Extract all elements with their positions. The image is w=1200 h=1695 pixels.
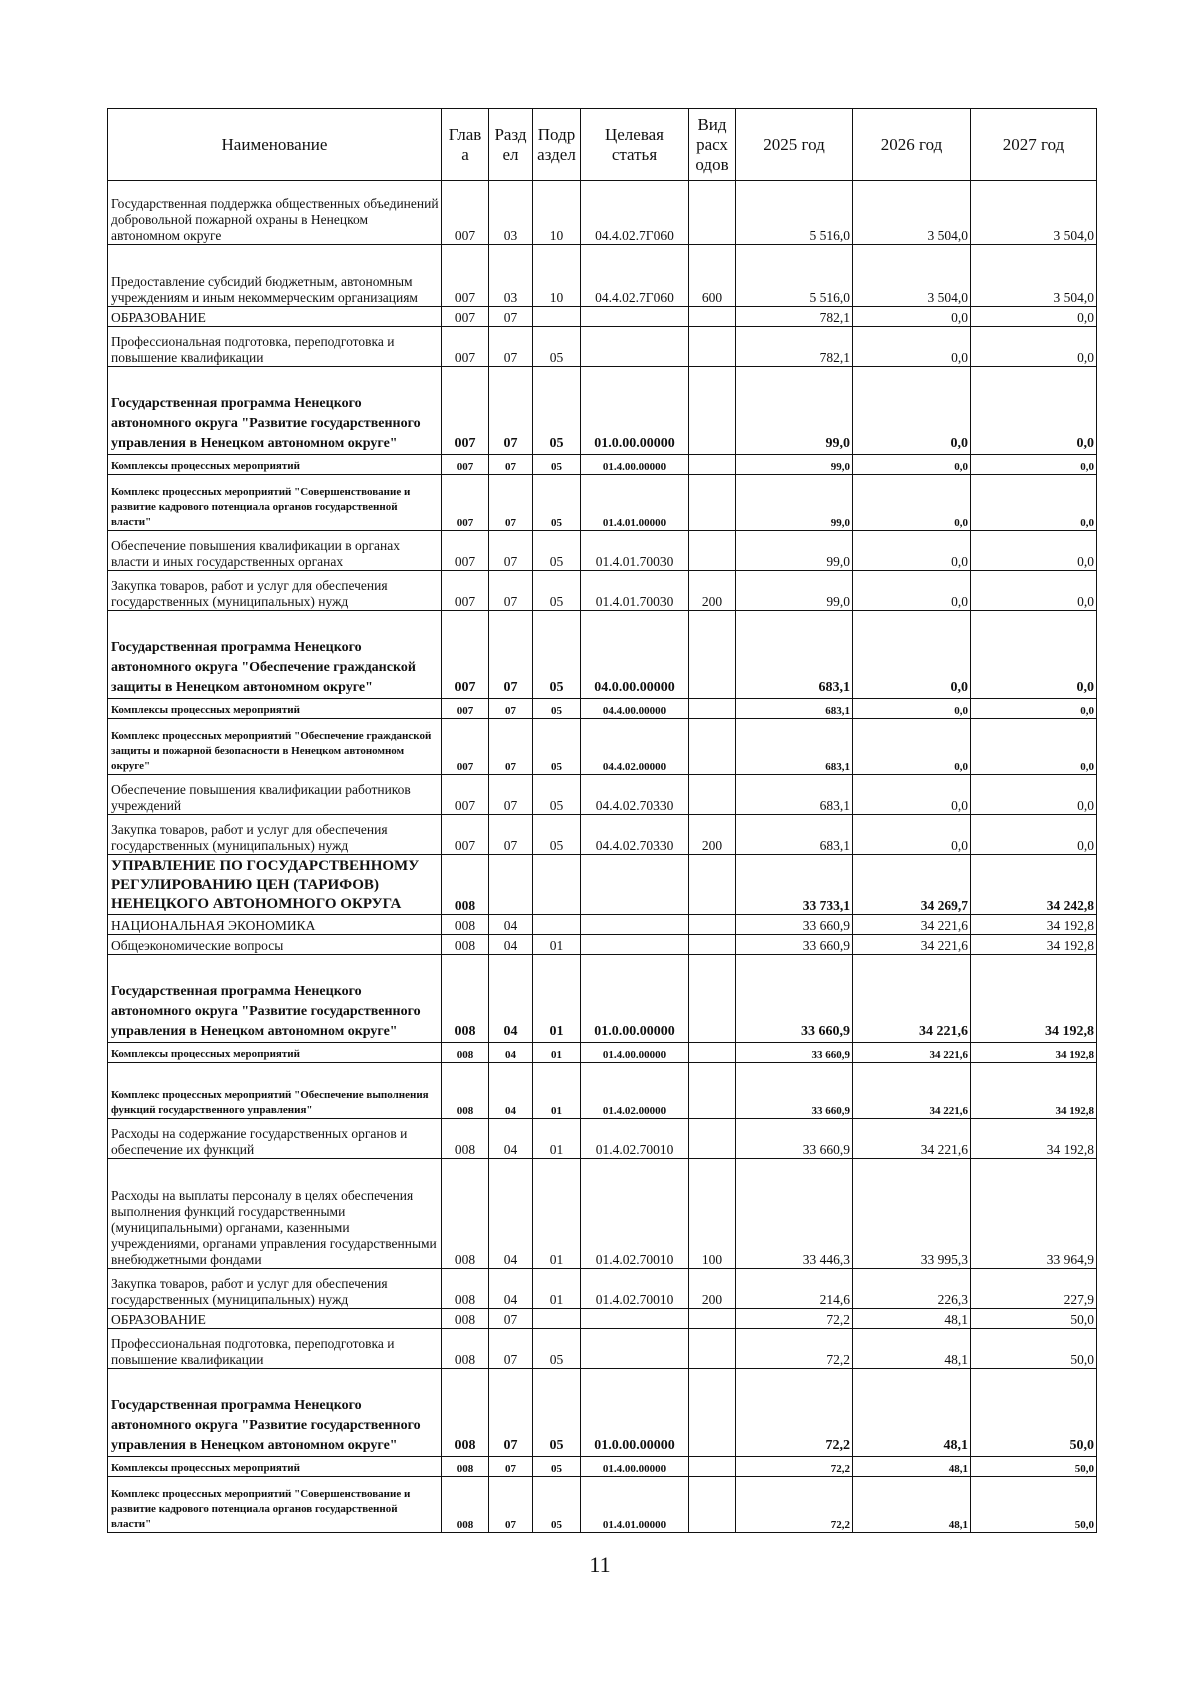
row-amount-2027: 0,0 bbox=[971, 307, 1097, 327]
row-expense-type bbox=[689, 1457, 736, 1477]
row-expense-type bbox=[689, 935, 736, 955]
row-target-article bbox=[581, 1309, 689, 1329]
row-podrazdel: 01 bbox=[533, 1159, 581, 1269]
header-name: Наименование bbox=[108, 109, 442, 181]
header-target-article: Целевая статья bbox=[581, 109, 689, 181]
row-razdel bbox=[489, 855, 533, 915]
row-expense-type bbox=[689, 455, 736, 475]
table-row bbox=[108, 455, 1097, 475]
row-expense-type bbox=[689, 475, 736, 531]
row-razdel: 04 bbox=[489, 1119, 533, 1159]
row-amount-2027: 3 504,0 bbox=[971, 245, 1097, 307]
row-target-article bbox=[581, 327, 689, 367]
row-name: Предоставление субсидий бюджетным, автономным учреждениям и иным некоммерческим организациям bbox=[108, 245, 442, 307]
row-razdel: 04 bbox=[489, 915, 533, 935]
row-amount-2026: 34 221,6 bbox=[853, 935, 971, 955]
row-name: Общеэкономические вопросы bbox=[108, 935, 442, 955]
row-amount-2027: 33 964,9 bbox=[971, 1159, 1097, 1269]
row-amount-2026: 0,0 bbox=[853, 307, 971, 327]
row-amount-2025: 683,1 bbox=[736, 611, 853, 699]
table-row bbox=[108, 915, 1097, 935]
row-glava: 008 bbox=[442, 1309, 489, 1329]
row-podrazdel: 05 bbox=[533, 367, 581, 455]
row-expense-type bbox=[689, 719, 736, 775]
row-expense-type bbox=[689, 1329, 736, 1369]
row-podrazdel: 05 bbox=[533, 571, 581, 611]
row-name: Профессиональная подготовка, переподготовка и повышение квалификации bbox=[108, 327, 442, 367]
table-row bbox=[108, 1309, 1097, 1329]
row-expense-type bbox=[689, 855, 736, 915]
table-row bbox=[108, 1369, 1097, 1457]
row-target-article: 01.0.00.00000 bbox=[581, 955, 689, 1043]
row-amount-2026: 34 221,6 bbox=[853, 1119, 971, 1159]
row-glava: 008 bbox=[442, 1457, 489, 1477]
row-razdel: 04 bbox=[489, 1043, 533, 1063]
row-target-article: 01.4.01.70030 bbox=[581, 571, 689, 611]
row-amount-2027: 34 192,8 bbox=[971, 1063, 1097, 1119]
row-name: Комплексы процессных мероприятий bbox=[108, 1457, 442, 1477]
row-target-article: 01.4.01.00000 bbox=[581, 1477, 689, 1533]
row-amount-2027: 0,0 bbox=[971, 815, 1097, 855]
row-expense-type bbox=[689, 915, 736, 935]
row-target-article: 01.4.00.00000 bbox=[581, 1457, 689, 1477]
row-name: Комплекс процессных мероприятий "Совершенствование и развитие кадрового потенциала органов государственной власти" bbox=[108, 475, 442, 531]
table-row bbox=[108, 531, 1097, 571]
row-glava: 007 bbox=[442, 699, 489, 719]
row-amount-2027: 0,0 bbox=[971, 455, 1097, 475]
header-year-2026: 2026 год bbox=[853, 109, 971, 181]
row-amount-2026: 34 221,6 bbox=[853, 915, 971, 935]
row-podrazdel: 05 bbox=[533, 1457, 581, 1477]
row-name: Комплексы процессных мероприятий bbox=[108, 1043, 442, 1063]
row-amount-2027: 0,0 bbox=[971, 531, 1097, 571]
row-razdel: 04 bbox=[489, 1269, 533, 1309]
row-target-article: 04.4.02.70330 bbox=[581, 775, 689, 815]
row-razdel: 03 bbox=[489, 181, 533, 245]
row-razdel: 07 bbox=[489, 815, 533, 855]
row-podrazdel: 01 bbox=[533, 935, 581, 955]
row-glava: 007 bbox=[442, 775, 489, 815]
row-name: Обеспечение повышения квалификации в органах власти и иных государственных органах bbox=[108, 531, 442, 571]
row-target-article: 04.4.00.00000 bbox=[581, 699, 689, 719]
row-target-article: 04.4.02.7Г060 bbox=[581, 245, 689, 307]
row-glava: 007 bbox=[442, 181, 489, 245]
row-expense-type: 200 bbox=[689, 815, 736, 855]
row-podrazdel bbox=[533, 1309, 581, 1329]
budget-table-sheet bbox=[107, 108, 1096, 1533]
row-amount-2025: 5 516,0 bbox=[736, 181, 853, 245]
row-razdel: 07 bbox=[489, 327, 533, 367]
row-target-article: 01.4.02.70010 bbox=[581, 1119, 689, 1159]
row-amount-2027: 50,0 bbox=[971, 1309, 1097, 1329]
header-year-2025: 2025 год bbox=[736, 109, 853, 181]
row-podrazdel: 05 bbox=[533, 1477, 581, 1533]
row-name: ОБРАЗОВАНИЕ bbox=[108, 307, 442, 327]
row-amount-2025: 72,2 bbox=[736, 1457, 853, 1477]
table-row bbox=[108, 955, 1097, 1043]
row-razdel: 07 bbox=[489, 475, 533, 531]
row-glava: 007 bbox=[442, 571, 489, 611]
row-glava: 008 bbox=[442, 1329, 489, 1369]
row-amount-2027: 3 504,0 bbox=[971, 181, 1097, 245]
table-row bbox=[108, 611, 1097, 699]
row-amount-2026: 0,0 bbox=[853, 367, 971, 455]
row-podrazdel: 10 bbox=[533, 181, 581, 245]
row-podrazdel bbox=[533, 855, 581, 915]
row-amount-2026: 0,0 bbox=[853, 531, 971, 571]
row-name: ОБРАЗОВАНИЕ bbox=[108, 1309, 442, 1329]
row-amount-2025: 72,2 bbox=[736, 1477, 853, 1533]
row-amount-2026: 226,3 bbox=[853, 1269, 971, 1309]
table-row bbox=[108, 815, 1097, 855]
row-target-article: 04.4.02.7Г060 bbox=[581, 181, 689, 245]
row-amount-2025: 683,1 bbox=[736, 815, 853, 855]
row-target-article: 01.4.02.00000 bbox=[581, 1063, 689, 1119]
row-glava: 007 bbox=[442, 611, 489, 699]
row-razdel: 07 bbox=[489, 775, 533, 815]
table-row bbox=[108, 1329, 1097, 1369]
row-amount-2027: 34 192,8 bbox=[971, 915, 1097, 935]
row-podrazdel: 01 bbox=[533, 1119, 581, 1159]
row-target-article: 04.0.00.00000 bbox=[581, 611, 689, 699]
row-amount-2027: 34 192,8 bbox=[971, 955, 1097, 1043]
row-target-article: 01.4.01.00000 bbox=[581, 475, 689, 531]
table-row bbox=[108, 855, 1097, 915]
table-row bbox=[108, 475, 1097, 531]
row-name: Расходы на выплаты персоналу в целях обеспечения выполнения функций государственными (муниципальными) органами, казенными учреждениями, органами управления государственными внебюджетными фондами bbox=[108, 1159, 442, 1269]
row-razdel: 03 bbox=[489, 245, 533, 307]
row-amount-2025: 33 733,1 bbox=[736, 855, 853, 915]
row-amount-2025: 782,1 bbox=[736, 307, 853, 327]
row-glava: 008 bbox=[442, 935, 489, 955]
row-amount-2025: 99,0 bbox=[736, 531, 853, 571]
row-name: Государственная программа Ненецкого автономного округа "Развитие государственного управления в Ненецком автономном округе" bbox=[108, 1369, 442, 1457]
row-amount-2025: 72,2 bbox=[736, 1329, 853, 1369]
table-row bbox=[108, 699, 1097, 719]
row-name: Обеспечение повышения квалификации работников учреждений bbox=[108, 775, 442, 815]
row-amount-2026: 0,0 bbox=[853, 699, 971, 719]
row-glava: 008 bbox=[442, 855, 489, 915]
row-name: Государственная поддержка общественных объединений добровольной пожарной охраны в Ненецком автономном округе bbox=[108, 181, 442, 245]
row-glava: 007 bbox=[442, 307, 489, 327]
table-row bbox=[108, 307, 1097, 327]
row-podrazdel: 10 bbox=[533, 245, 581, 307]
row-name: Закупка товаров, работ и услуг для обеспечения государственных (муниципальных) нужд bbox=[108, 1269, 442, 1309]
row-amount-2026: 0,0 bbox=[853, 327, 971, 367]
row-glava: 007 bbox=[442, 245, 489, 307]
row-amount-2025: 214,6 bbox=[736, 1269, 853, 1309]
row-podrazdel: 05 bbox=[533, 531, 581, 571]
row-podrazdel: 05 bbox=[533, 455, 581, 475]
row-amount-2026: 48,1 bbox=[853, 1477, 971, 1533]
row-target-article: 01.4.00.00000 bbox=[581, 455, 689, 475]
row-amount-2026: 3 504,0 bbox=[853, 181, 971, 245]
row-podrazdel: 01 bbox=[533, 1269, 581, 1309]
row-expense-type bbox=[689, 1309, 736, 1329]
table-row bbox=[108, 571, 1097, 611]
header-row bbox=[108, 109, 1097, 181]
row-target-article: 01.4.01.70030 bbox=[581, 531, 689, 571]
row-glava: 008 bbox=[442, 1119, 489, 1159]
row-amount-2027: 34 192,8 bbox=[971, 1043, 1097, 1063]
row-expense-type bbox=[689, 1043, 736, 1063]
table-row bbox=[108, 367, 1097, 455]
row-razdel: 07 bbox=[489, 307, 533, 327]
table-row bbox=[108, 1119, 1097, 1159]
row-podrazdel: 05 bbox=[533, 815, 581, 855]
row-razdel: 07 bbox=[489, 571, 533, 611]
table-row bbox=[108, 1063, 1097, 1119]
header-expense-type: Вид расх одов bbox=[689, 109, 736, 181]
row-amount-2026: 0,0 bbox=[853, 719, 971, 775]
row-name: Комплексы процессных мероприятий bbox=[108, 699, 442, 719]
row-expense-type bbox=[689, 1119, 736, 1159]
row-amount-2025: 782,1 bbox=[736, 327, 853, 367]
row-amount-2027: 0,0 bbox=[971, 699, 1097, 719]
row-razdel: 07 bbox=[489, 1477, 533, 1533]
budget-table bbox=[107, 108, 1097, 1533]
row-name: Профессиональная подготовка, переподготовка и повышение квалификации bbox=[108, 1329, 442, 1369]
row-target-article bbox=[581, 935, 689, 955]
row-razdel: 07 bbox=[489, 1329, 533, 1369]
table-row bbox=[108, 1457, 1097, 1477]
row-glava: 008 bbox=[442, 1369, 489, 1457]
row-expense-type bbox=[689, 367, 736, 455]
row-amount-2025: 683,1 bbox=[736, 719, 853, 775]
row-expense-type bbox=[689, 1063, 736, 1119]
table-row bbox=[108, 1477, 1097, 1533]
row-expense-type bbox=[689, 1477, 736, 1533]
row-amount-2026: 0,0 bbox=[853, 571, 971, 611]
row-amount-2027: 50,0 bbox=[971, 1329, 1097, 1369]
row-razdel: 04 bbox=[489, 935, 533, 955]
row-expense-type bbox=[689, 775, 736, 815]
row-podrazdel: 01 bbox=[533, 1043, 581, 1063]
row-target-article: 01.4.02.70010 bbox=[581, 1159, 689, 1269]
row-amount-2026: 0,0 bbox=[853, 815, 971, 855]
row-amount-2026: 48,1 bbox=[853, 1329, 971, 1369]
row-name: Закупка товаров, работ и услуг для обеспечения государственных (муниципальных) нужд bbox=[108, 815, 442, 855]
row-glava: 007 bbox=[442, 719, 489, 775]
row-razdel: 07 bbox=[489, 1457, 533, 1477]
row-amount-2025: 99,0 bbox=[736, 367, 853, 455]
row-target-article bbox=[581, 307, 689, 327]
row-target-article: 01.4.02.70010 bbox=[581, 1269, 689, 1309]
row-amount-2027: 34 192,8 bbox=[971, 935, 1097, 955]
row-podrazdel: 05 bbox=[533, 1369, 581, 1457]
table-row bbox=[108, 181, 1097, 245]
row-razdel: 07 bbox=[489, 455, 533, 475]
row-razdel: 04 bbox=[489, 955, 533, 1043]
row-glava: 007 bbox=[442, 531, 489, 571]
row-target-article: 01.0.00.00000 bbox=[581, 1369, 689, 1457]
row-podrazdel: 01 bbox=[533, 1063, 581, 1119]
row-expense-type bbox=[689, 181, 736, 245]
row-amount-2026: 34 221,6 bbox=[853, 1063, 971, 1119]
row-amount-2027: 34 192,8 bbox=[971, 1119, 1097, 1159]
page-number: 11 bbox=[589, 1552, 611, 1577]
row-razdel: 07 bbox=[489, 531, 533, 571]
row-amount-2026: 34 221,6 bbox=[853, 955, 971, 1043]
row-amount-2026: 34 221,6 bbox=[853, 1043, 971, 1063]
row-amount-2025: 33 660,9 bbox=[736, 1119, 853, 1159]
row-name: Комплексы процессных мероприятий bbox=[108, 455, 442, 475]
header-razdel: Разд ел bbox=[489, 109, 533, 181]
row-razdel: 07 bbox=[489, 1309, 533, 1329]
row-glava: 007 bbox=[442, 327, 489, 367]
row-target-article: 04.4.02.70330 bbox=[581, 815, 689, 855]
row-name: Расходы на содержание государственных органов и обеспечение их функций bbox=[108, 1119, 442, 1159]
row-amount-2026: 0,0 bbox=[853, 455, 971, 475]
row-amount-2025: 99,0 bbox=[736, 571, 853, 611]
row-name: Государственная программа Ненецкого автономного округа "Обеспечение гражданской защиты в Ненецком автономном округе" bbox=[108, 611, 442, 699]
row-glava: 008 bbox=[442, 1477, 489, 1533]
row-glava: 007 bbox=[442, 455, 489, 475]
table-row bbox=[108, 1269, 1097, 1309]
row-expense-type bbox=[689, 327, 736, 367]
row-glava: 008 bbox=[442, 1159, 489, 1269]
row-expense-type: 600 bbox=[689, 245, 736, 307]
row-amount-2027: 0,0 bbox=[971, 719, 1097, 775]
row-amount-2025: 72,2 bbox=[736, 1309, 853, 1329]
row-amount-2027: 50,0 bbox=[971, 1477, 1097, 1533]
row-glava: 008 bbox=[442, 955, 489, 1043]
row-amount-2025: 33 660,9 bbox=[736, 1063, 853, 1119]
row-amount-2026: 48,1 bbox=[853, 1457, 971, 1477]
row-podrazdel: 01 bbox=[533, 955, 581, 1043]
table-row bbox=[108, 327, 1097, 367]
row-glava: 008 bbox=[442, 1269, 489, 1309]
row-podrazdel bbox=[533, 307, 581, 327]
header-glava: Глав а bbox=[442, 109, 489, 181]
row-razdel: 07 bbox=[489, 699, 533, 719]
row-glava: 008 bbox=[442, 915, 489, 935]
row-amount-2025: 99,0 bbox=[736, 475, 853, 531]
row-target-article: 01.4.00.00000 bbox=[581, 1043, 689, 1063]
row-amount-2027: 50,0 bbox=[971, 1457, 1097, 1477]
row-amount-2026: 48,1 bbox=[853, 1369, 971, 1457]
row-amount-2027: 34 242,8 bbox=[971, 855, 1097, 915]
row-expense-type: 100 bbox=[689, 1159, 736, 1269]
row-amount-2025: 33 660,9 bbox=[736, 1043, 853, 1063]
row-amount-2025: 72,2 bbox=[736, 1369, 853, 1457]
row-amount-2025: 99,0 bbox=[736, 455, 853, 475]
row-name: УПРАВЛЕНИЕ ПО ГОСУДАРСТВЕННОМУ РЕГУЛИРОВАНИЮ ЦЕН (ТАРИФОВ) НЕНЕЦКОГО АВТОНОМНОГО ОКРУГА bbox=[108, 855, 442, 915]
row-razdel: 07 bbox=[489, 611, 533, 699]
row-target-article bbox=[581, 855, 689, 915]
row-amount-2026: 0,0 bbox=[853, 611, 971, 699]
row-target-article bbox=[581, 915, 689, 935]
row-podrazdel: 05 bbox=[533, 719, 581, 775]
row-podrazdel: 05 bbox=[533, 475, 581, 531]
row-amount-2025: 33 660,9 bbox=[736, 935, 853, 955]
table-row bbox=[108, 1159, 1097, 1269]
row-amount-2025: 33 446,3 bbox=[736, 1159, 853, 1269]
row-expense-type bbox=[689, 955, 736, 1043]
row-amount-2027: 0,0 bbox=[971, 611, 1097, 699]
row-amount-2027: 227,9 bbox=[971, 1269, 1097, 1309]
table-row bbox=[108, 935, 1097, 955]
row-amount-2026: 34 269,7 bbox=[853, 855, 971, 915]
row-amount-2025: 683,1 bbox=[736, 699, 853, 719]
row-glava: 007 bbox=[442, 367, 489, 455]
row-expense-type bbox=[689, 611, 736, 699]
row-amount-2026: 33 995,3 bbox=[853, 1159, 971, 1269]
row-razdel: 07 bbox=[489, 1369, 533, 1457]
row-expense-type bbox=[689, 699, 736, 719]
row-amount-2025: 33 660,9 bbox=[736, 915, 853, 935]
row-amount-2026: 0,0 bbox=[853, 475, 971, 531]
row-expense-type: 200 bbox=[689, 1269, 736, 1309]
row-glava: 007 bbox=[442, 475, 489, 531]
header-podrazdel: Подр аздел bbox=[533, 109, 581, 181]
row-name: Государственная программа Ненецкого автономного округа "Развитие государственного управления в Ненецком автономном округе" bbox=[108, 955, 442, 1043]
row-name: Комплекс процессных мероприятий "Обеспечение гражданской защиты и пожарной безопасности в Ненецком автономном округе" bbox=[108, 719, 442, 775]
row-podrazdel: 05 bbox=[533, 699, 581, 719]
row-podrazdel: 05 bbox=[533, 1329, 581, 1369]
row-target-article bbox=[581, 1329, 689, 1369]
row-razdel: 07 bbox=[489, 719, 533, 775]
row-glava: 008 bbox=[442, 1043, 489, 1063]
row-name: Комплекс процессных мероприятий "Совершенствование и развитие кадрового потенциала органов государственной власти" bbox=[108, 1477, 442, 1533]
row-amount-2027: 0,0 bbox=[971, 475, 1097, 531]
row-amount-2027: 0,0 bbox=[971, 571, 1097, 611]
row-expense-type bbox=[689, 1369, 736, 1457]
row-expense-type bbox=[689, 307, 736, 327]
row-amount-2025: 683,1 bbox=[736, 775, 853, 815]
row-name: Закупка товаров, работ и услуг для обеспечения государственных (муниципальных) нужд bbox=[108, 571, 442, 611]
row-podrazdel bbox=[533, 915, 581, 935]
row-expense-type: 200 bbox=[689, 571, 736, 611]
row-amount-2026: 3 504,0 bbox=[853, 245, 971, 307]
row-amount-2027: 0,0 bbox=[971, 327, 1097, 367]
row-expense-type bbox=[689, 531, 736, 571]
row-amount-2027: 50,0 bbox=[971, 1369, 1097, 1457]
row-amount-2025: 5 516,0 bbox=[736, 245, 853, 307]
row-razdel: 07 bbox=[489, 367, 533, 455]
row-target-article: 04.4.02.00000 bbox=[581, 719, 689, 775]
row-razdel: 04 bbox=[489, 1063, 533, 1119]
row-amount-2025: 33 660,9 bbox=[736, 955, 853, 1043]
row-razdel: 04 bbox=[489, 1159, 533, 1269]
table-row bbox=[108, 1043, 1097, 1063]
row-podrazdel: 05 bbox=[533, 611, 581, 699]
row-name: НАЦИОНАЛЬНАЯ ЭКОНОМИКА bbox=[108, 915, 442, 935]
header-year-2027: 2027 год bbox=[971, 109, 1097, 181]
row-amount-2026: 48,1 bbox=[853, 1309, 971, 1329]
row-podrazdel: 05 bbox=[533, 327, 581, 367]
row-name: Государственная программа Ненецкого автономного округа "Развитие государственного управления в Ненецком автономном округе" bbox=[108, 367, 442, 455]
table-body bbox=[108, 181, 1097, 1533]
row-glava: 007 bbox=[442, 815, 489, 855]
row-amount-2026: 0,0 bbox=[853, 775, 971, 815]
row-name: Комплекс процессных мероприятий "Обеспечение выполнения функций государственного управления" bbox=[108, 1063, 442, 1119]
table-row bbox=[108, 719, 1097, 775]
table-row bbox=[108, 775, 1097, 815]
table-row bbox=[108, 245, 1097, 307]
row-amount-2027: 0,0 bbox=[971, 367, 1097, 455]
row-target-article: 01.0.00.00000 bbox=[581, 367, 689, 455]
row-amount-2027: 0,0 bbox=[971, 775, 1097, 815]
row-podrazdel: 05 bbox=[533, 775, 581, 815]
row-glava: 008 bbox=[442, 1063, 489, 1119]
